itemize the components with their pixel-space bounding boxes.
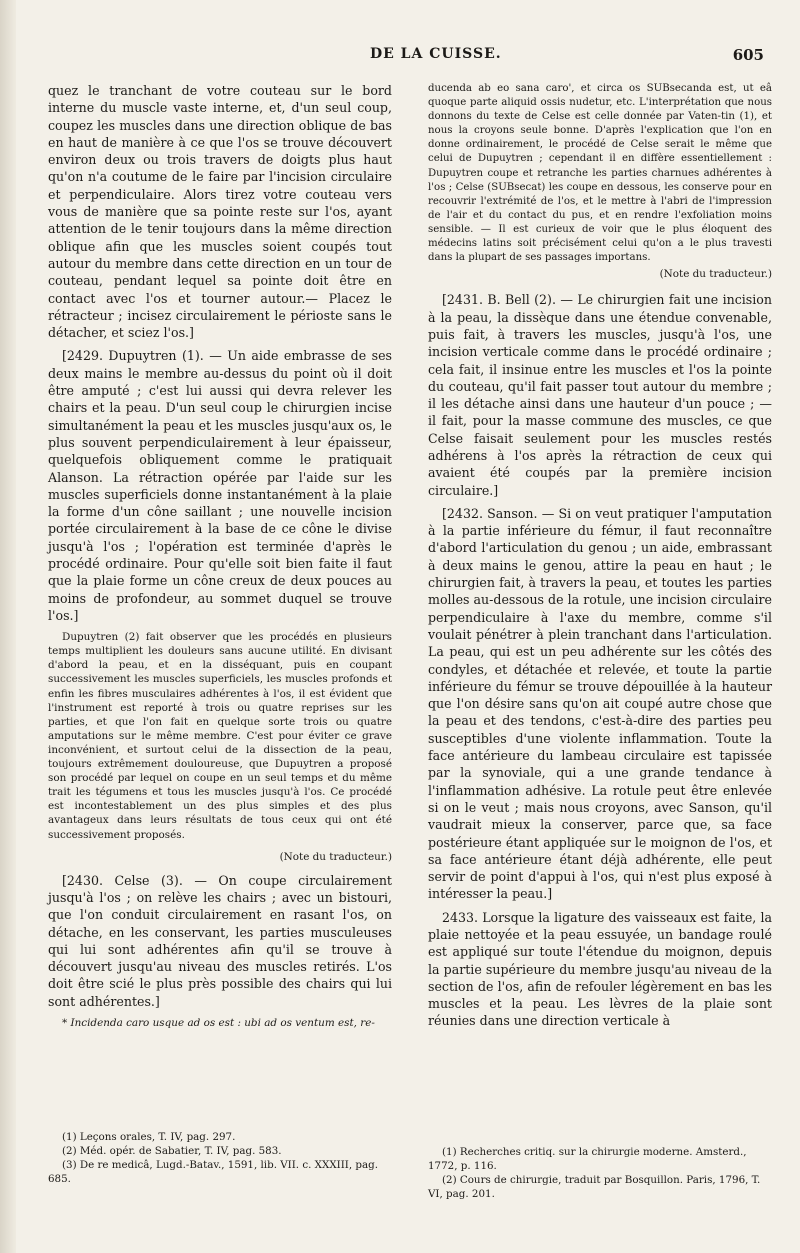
- right-paragraph-2431: [2431. B. Bell (2). — Le chirurgien fait une incision à la peau, la dissèque dans une étendue convenable, puis fait, à travers les muscles, jusqu'à l'os, une incision verticale comme dans le procédé ordinaire ; cela fait, il insinue entre les muscles et l'os la pointe du couteau, qu'il fait passer tout autour du membre ; il les détache ainsi dans une hauteur d'un pouce ; — il fait, pour la masse commune des muscles, ce que Celse faisait seulement pour les muscles restés adhérens à l'os après la rétraction de ceux qui avaient été coupés par la première incision circulaire.]: [428, 292, 772, 498]
- running-head: [370, 46, 764, 68]
- translator-note-signature-left: (Note du traducteur.): [279, 850, 392, 863]
- footnote-right-1: (1) Recherches critiq. sur la chirurgie moderne. Amsterd., 1772, p. 116.: [428, 1146, 747, 1172]
- left-paragraph-2430: [2430. Celse (3). — On coupe circulairement jusqu'à l'os ; on relève les chairs ; avec un bistouri, que l'on conduit circulairement en rasant l'os, on détache, en les conservant, les parties musculeuses qui lui sont adhérentes afin qu'il se trouve à découvert jusqu'au niveau des muscles retirés. L'os doit être scié le plus près possible des chairs qui lui sont adhérentes.]: [48, 872, 392, 1009]
- footnote-right-2: (2) Cours de chirurgie, traduit par Bosquillon. Paris, 1796, T. VI, pag. 201.: [428, 1174, 761, 1200]
- footnote-left-3: (3) De re medicâ, Lugd.-Batav., 1591, lib. VII. c. XXXIII, pag. 685.: [48, 1159, 379, 1185]
- translator-note-signature-right: (Note du traducteur.): [659, 268, 772, 281]
- footnotes-right: [428, 1145, 772, 1201]
- left-paragraph-1: quez le tranchant de votre couteau sur le bord interne du muscle vaste interne, et, d'un seul coup, coupez les muscles dans une direction oblique de bas en haut de manière à ce que l'os se trouve découvert environ deux ou trois travers de doigts plus haut qu'on n'a coutume de le faire par l'incision circulaire et perpendiculaire. Alors tirez votre couteau vers vous de manière que sa pointe reste sur l'os, ayant attention de le tenir toujours dans la même direction oblique afin que les muscles soient coupés tout autour du membre dans cette direction en un tour de couteau, pendant lequel sa pointe doit être en contact avec l'os et tourner autour.— Placez le rétracteur ; incisez circulairement le périoste sans le détacher, et sciez l'os.]: [48, 83, 392, 341]
- footnote-left-2: (2) Méd. opér. de Sabatier, T. IV, pag. 583.: [62, 1145, 282, 1157]
- right-latin-continuation: ducenda ab eo sana caro', et circa os SUBsecanda est, ut eâ quoque parte aliquid ossis nudetur, etc. L'interprétation que nous donnons du texte de Celse est celle donnée par Vaten-tin (1), et nous la croyons seule bonne. D'après l'explication que l'on en donne ordinairement, le procédé de Celse serait le même que celui de Dupuytren ; cependant il en diffère essentiellement : Dupuytren coupe et retranche les parties charnues adhérentes à l'os ; Celse (SUBsecat) les coupe en dessous, les conserve pour en recouvrir l'extrémité de l'os, et le mettre à l'abri de l'impression de l'air et du contact du pus, et en rendre l'exfoliation moins sensible. — Il est curieux de voir que le plus éloquent des médecins latins soit précisément celui qu'on a le plus travesti dans la plupart de ses passages importans.: [428, 83, 772, 264]
- translator-note-dupuytren: Dupuytren (2) fait observer que les procédés en plusieurs temps multiplient les douleurs sans aucune utilité. En divisant d'abord la peau, et en la disséquant, puis en coupant successivement les muscles superficiels, les muscles profonds et enfin les fibres musculaires adhérentes à l'os, il est évident que l'instrument est reporté à trois ou quatre reprises sur les parties, et que l'on fait en quelque sorte trois ou quatre amputations sur le même membre. C'est pour éviter ce grave inconvénient, et surtout celui de la dissection de la peau, toujours extrêmement douloureuse, que Dupuytren a proposé son procédé par lequel on coupe en un seul temps et du même trait les tégumens et tous les muscles jusqu'à l'os. Ce procédé est incontestablement un des plus simples et des plus avantageux dans leurs résultats de tous ceux qui ont été successivement proposés.: [48, 631, 392, 841]
- right-paragraph-2433: 2433. Lorsque la ligature des vaisseaux est faite, la plaie nettoyée et la peau essuyée, un bandage roulé est appliqué sur toute l'étendue du moignon, depuis la partie supérieure du membre jusqu'au niveau de la section de l'os, afin de refouler légèrement en bas les muscles et la peau. Les lèvres de la plaie sont réunies dans une direction verticale à: [428, 909, 772, 1029]
- footnote-left-1: (1) Leçons orales, T. IV, pag. 297.: [62, 1131, 236, 1143]
- right-column: [428, 82, 772, 1036]
- left-paragraph-2029: [2429. Dupuytren (1). — Un aide embrasse de ses deux mains le membre au-dessus du point où il doit être amputé ; c'est lui aussi qui devra relever les chairs et la peau. D'un seul coup le chirurgien incise simultanément la peau et les muscles jusqu'aux os, le plus souvent perpendiculairement à leur épaisseur, quelquefois obliquement comme le pratiquait Alanson. La rétraction opérée par l'aide sur les muscles superficiels donne instantanément à la plaie la forme d'un cône saillant ; une nouvelle incision portée circulairement à la base de ce cône le divise jusqu'à l'os ; l'opération est terminée d'après le procédé ordinaire. Pour qu'elle soit bien faite il faut que la plaie forme un cône creux de deux pouces au moins de profondeur, au sommet duquel se trouve l'os.]: [48, 348, 392, 623]
- right-paragraph-2432: [2432. Sanson. — Si on veut pratiquer l'amputation à la partie inférieure du fémur, il faut reconnaître d'abord l'articulation du genou ; un aide, embrassant à deux mains le genou, attire la peau en haut ; le chirurgien fait, à travers la peau, et toutes les parties molles au-dessous de la rotule, une incision circulaire perpendiculaire à l'axe du membre, comme s'il voulait pénétrer à plein tranchant dans l'articulation. La peau, qui est un peu adhérente sur les côtés des condyles, et détachée et relevée, et toute la partie inférieure du fémur se trouve dépouillée à la hauteur que l'on désire sans qu'on ait coupé autre chose que la peau et des tendons, c'est-à-dire des parties peu susceptibles d'une violente inflammation. Toute la face antérieure du lambeau circulaire est tapissée par la synoviale, qui a une grande tendance à l'inflammation adhésive. La rotule peut être enlevée si on le veut ; mais nous croyons, avec Sanson, qu'il vaudrait mieux la conserver, parce que, sa face postérieure étant appliquée sur le moignon de l'os, et sa face antérieure étant déjà adhérente, elle peut servir de point d'appui à l'os, qui n'est plus exposé à intéresser la peau.]: [428, 505, 772, 902]
- left-column: [48, 82, 392, 1038]
- page-number: 605: [732, 46, 764, 64]
- celse-latin-quote: * Incidenda caro usque ad os est : ubi ad os ventum est, re-: [62, 1017, 375, 1030]
- footnotes-left: [48, 1130, 392, 1186]
- running-head-title: DE LA CUISSE.: [370, 46, 502, 62]
- page-gutter: [0, 0, 16, 1253]
